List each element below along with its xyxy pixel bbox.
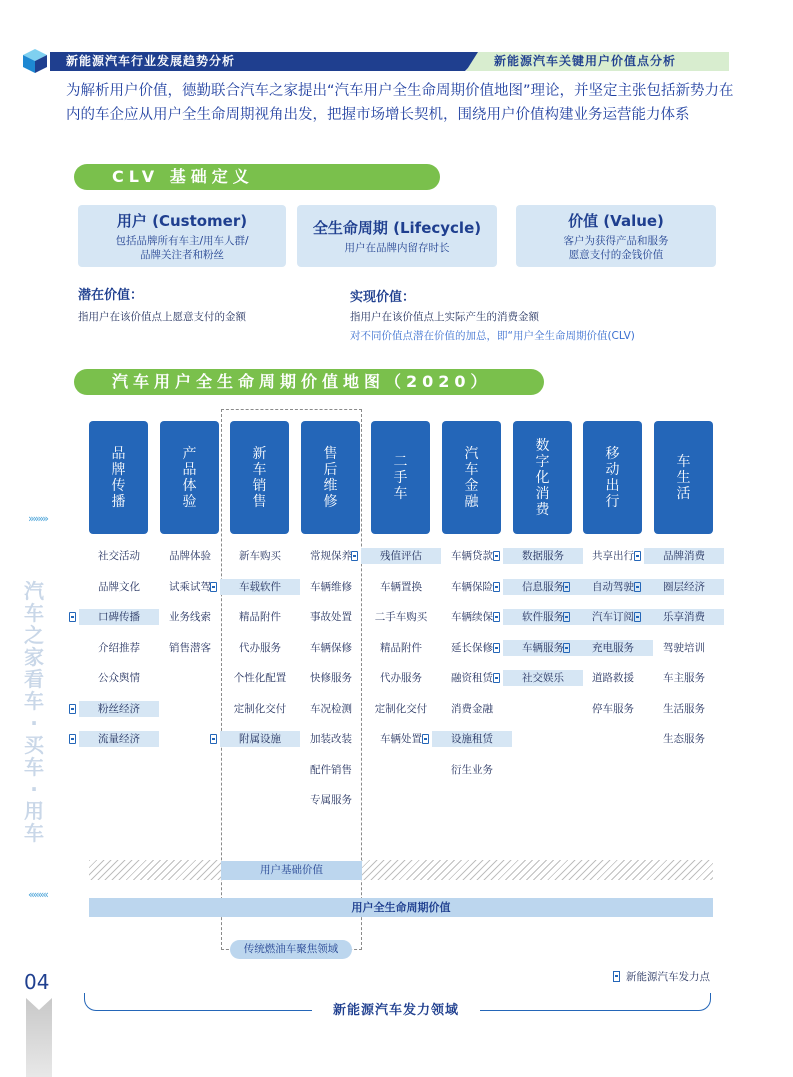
battery-icon [493,582,500,592]
map-item-label: 二手车购买 [374,611,428,623]
map-item-label: 生态服务 [663,733,705,745]
map-item-nev [573,640,653,656]
map-item-label: 公众舆情 [98,672,140,684]
map-item-label: 专属服务 [310,794,352,806]
battery-icon [351,551,358,561]
battery-icon [634,551,641,561]
map-item-nev [644,609,724,625]
map-item [361,609,441,625]
map-item-label: 加装改装 [310,733,352,745]
map-item-label: 品牌体验 [169,550,211,562]
map-item-nev [220,731,300,747]
map-item-label: 社交活动 [98,550,140,562]
map-item-label: 车载软件 [239,580,281,593]
map-item-label: 延长保修 [451,641,493,654]
map-item [291,731,371,747]
map-item-label: 定制化交付 [374,702,428,715]
map-item-label: 信息服务 [522,580,564,593]
map-item-label: 社交娱乐 [522,672,564,684]
battery-icon [613,971,620,982]
battery-icon [69,734,76,744]
map-item [79,579,159,595]
map-item [361,670,441,686]
map-item [291,609,371,625]
map-item-label: 车辆置换 [380,580,422,593]
nev-area-label: 新能源汽车发力领域 [312,999,480,1018]
map-item-label: 数据服务 [522,550,564,562]
map-item-label: 个性化配置 [233,672,287,684]
map-item [150,609,230,625]
map-item-label: 车辆维修 [310,580,352,593]
map-item [220,609,300,625]
map-item [644,701,724,717]
map-item [432,670,512,686]
legend [613,969,710,984]
chevron-left-icon: «««« [28,888,47,901]
clv-note: 对不同价值点潜在价值的加总，即“用户全生命周期价值(CLV) [350,330,635,342]
map-item-nev [503,548,583,564]
battery-icon [69,612,76,622]
map-item-label: 代办服务 [380,672,422,684]
map-item-nev [573,609,653,625]
map-column-head: 数字化消费 [513,421,572,534]
map-item-label: 衍生业务 [451,763,493,776]
intro-paragraph: 为解析用户价值，德勤联合汽车之家提出“汽车用户全生命周期价值地图”理论，并坚定主张包括新势力在内的车企应从用户全生命周期视角出发，把握市场增长契机，围绕用户价值构建业务运营能力体系 [66,83,734,123]
map-item-label: 业务线索 [169,611,211,623]
clv-box-desc: 用户在品牌内留存时长 [344,242,450,254]
map-item [644,640,724,656]
map-item-label: 融资租赁 [451,672,493,684]
map-item-nev [79,701,159,717]
map-column-head: 车生活 [654,421,713,534]
map-item-label: 驾驶培训 [663,641,705,654]
map-item [220,670,300,686]
map-item-label: 车辆保险 [451,580,493,593]
clv-box-title: 用户 (Customer) [116,212,248,230]
map-item [220,701,300,717]
map-item-label: 残值评估 [380,550,422,562]
map-item [291,792,371,808]
cube-logo-icon [22,48,48,74]
page-number: 04 [24,970,50,994]
map-item [644,670,724,686]
map-item [432,579,512,595]
clv-box-title: 价值 (Value) [568,212,664,230]
map-item-label: 车辆贷款 [451,550,493,562]
map-item-label: 汽车订阅 [592,611,634,623]
map-item-label: 常规保养 [310,550,352,562]
battery-icon [493,673,500,683]
clv-box-desc: 客户为获得产品和服务 [563,235,669,247]
battery-icon [422,734,429,744]
map-item [573,670,653,686]
map-item-label: 口碑传播 [98,611,140,623]
user-lifecycle-value-bar: 用户全生命周期价值 [89,898,713,917]
map-item [220,640,300,656]
map-item [432,548,512,564]
map-item-label: 车辆处置 [380,733,422,745]
clv-box-desc: 品牌关注者和粉丝 [140,249,224,261]
page-tab-decoration [26,998,52,1077]
map-item [361,640,441,656]
hatched-band-right [362,860,713,880]
map-item-label: 配件销售 [310,763,352,776]
battery-icon [563,582,570,592]
header-subsection-title: 新能源汽车关键用户价值点分析 [478,52,729,71]
map-item-label: 自动驾驶 [592,580,634,593]
map-item [220,548,300,564]
map-column-head: 二手车 [371,421,430,534]
potential-value-desc: 指用户在该价值点上愿意支付的金额 [78,311,246,323]
map-item-nev [644,579,724,595]
map-item [150,548,230,564]
map-item-label: 设施租赁 [451,733,493,745]
map-column-head: 品牌传播 [89,421,148,534]
map-item [432,609,512,625]
clv-box-desc: 包括品牌所有车主/用车人群/ [115,235,249,247]
clv-box-title: 全生命周期 (Lifecycle) [312,219,482,237]
map-item-nev [644,548,724,564]
map-column-head: 新车销售 [230,421,289,534]
map-column-head: 售后维修 [301,421,360,534]
map-item-nev [503,579,583,595]
realized-value-title: 实现价值： [350,290,416,305]
map-item-label: 粉丝经济 [98,702,140,715]
map-item-nev [432,731,512,747]
battery-icon [493,551,500,561]
map-item-nev [79,731,159,747]
map-item [432,701,512,717]
map-item-label: 附属设施 [239,733,281,745]
map-item-label: 车况检测 [310,702,352,715]
map-item-label: 精品附件 [380,641,422,654]
map-item-label: 消费金融 [451,702,493,715]
user-base-value-label: 用户基础价值 [221,861,362,880]
map-item-label: 代办服务 [239,641,281,654]
map-item [291,548,371,564]
clv-box-desc: 愿意支付的金钱价值 [568,249,664,261]
map-item [150,579,230,595]
map-item-label: 共享出行 [592,550,634,562]
map-item-label: 圈层经济 [663,580,705,593]
map-item-label: 品牌消费 [663,550,705,562]
map-item [291,701,371,717]
map-column-head: 汽车金融 [442,421,501,534]
map-item-nev [503,640,583,656]
map-item-nev [220,579,300,595]
header-section-title: 新能源汽车行业发展趋势分析 [50,52,465,71]
battery-icon [210,734,217,744]
map-item-label: 精品附件 [239,611,281,623]
map-item [361,731,441,747]
realized-value-desc: 指用户在该价值点上实际产生的消费金额 [350,311,539,323]
battery-icon [563,612,570,622]
clv-box-value [516,205,716,267]
map-item-label: 乐享消费 [663,611,705,623]
map-item-label: 道路救援 [592,672,634,684]
map-item-label: 流量经济 [98,733,140,745]
traditional-ice-focus-label: 传统燃油车聚焦领域 [230,940,352,959]
map-item-nev [573,579,653,595]
map-item [291,762,371,778]
map-item-label: 品牌文化 [98,580,140,593]
battery-icon [210,582,217,592]
map-item-label: 新车购买 [239,550,281,562]
map-item-label: 生活服务 [663,702,705,715]
side-slogan: 汽车之家 看车·买车·用车 [24,579,44,845]
map-item [573,701,653,717]
map-item [644,731,724,747]
map-item-nev [503,670,583,686]
hatched-band-left [89,860,221,880]
map-item-label: 软件服务 [522,611,564,623]
map-item-nev [361,548,441,564]
map-item-label: 销售潜客 [169,641,211,654]
map-item [291,670,371,686]
map-item [291,640,371,656]
clv-box-lifecycle [297,205,497,267]
map-item [432,762,512,778]
map-item [79,670,159,686]
battery-icon [634,582,641,592]
potential-value-title: 潜在价值： [78,288,144,303]
map-item-label: 定制化交付 [233,702,287,715]
map-item-label: 试乘试驾 [169,580,211,593]
map-item-label: 充电服务 [592,641,634,654]
map-item [79,548,159,564]
battery-icon [493,643,500,653]
map-item-label: 介绍推荐 [98,641,140,654]
map-item-nev [503,609,583,625]
map-item-label: 车辆保修 [310,641,352,654]
map-item [79,640,159,656]
map-item-label: 停车服务 [592,702,634,715]
lifecycle-map-banner: 汽车用户全生命周期价值地图（2020） [74,369,544,395]
map-item-label: 快修服务 [310,672,352,684]
map-item-label: 事故处置 [310,611,352,623]
map-item-label: 车辆续保 [451,611,493,623]
battery-icon [563,643,570,653]
map-item-label: 车辆服务 [522,641,564,654]
legend-label: 新能源汽车发力点 [626,971,710,983]
clv-box-customer [78,205,286,267]
battery-icon [493,612,500,622]
clv-banner: CLV 基础定义 [74,164,440,190]
battery-icon [634,612,641,622]
chevron-right-icon: »»»» [28,512,47,525]
map-item [361,701,441,717]
map-column-head: 移动出行 [583,421,642,534]
map-item [361,579,441,595]
map-item [573,548,653,564]
map-item [291,579,371,595]
map-item [432,640,512,656]
map-item-label: 车主服务 [663,672,705,684]
map-item [150,640,230,656]
map-column-head: 产品体验 [160,421,219,534]
map-item-nev [79,609,159,625]
battery-icon [69,704,76,714]
